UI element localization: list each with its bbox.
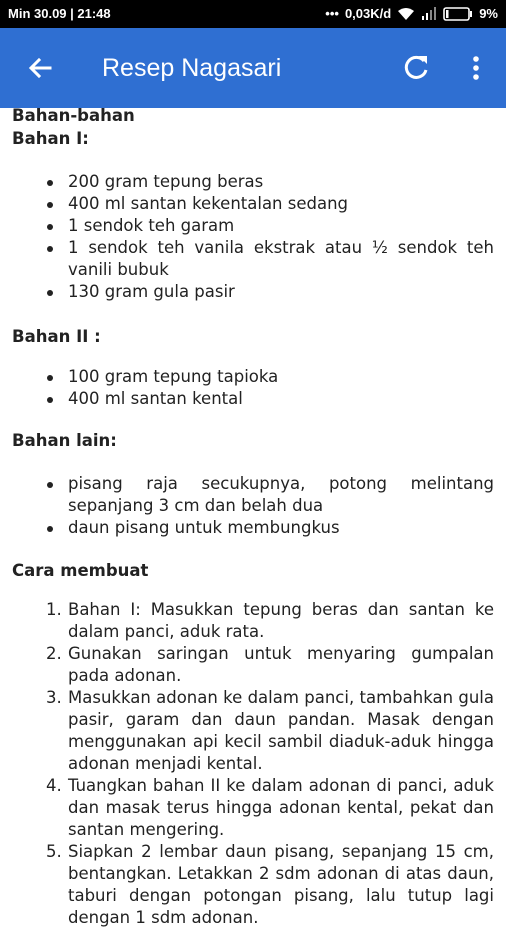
back-arrow-icon[interactable] bbox=[24, 52, 56, 84]
heading-cara-membuat: Cara membuat bbox=[12, 561, 149, 580]
app-bar bbox=[0, 28, 506, 108]
list-item-text: Gunakan saringan untuk menyaring gumpalan pada adonan. bbox=[68, 644, 494, 685]
step-number: 5. bbox=[46, 842, 62, 861]
list-item-text: 130 gram gula pasir bbox=[68, 282, 235, 301]
list-item bbox=[0, 388, 506, 410]
list-bahan-lain bbox=[0, 473, 506, 539]
step-number: 2. bbox=[46, 644, 62, 663]
list-item bbox=[0, 193, 506, 215]
list-item bbox=[0, 215, 506, 237]
list-item bbox=[0, 687, 506, 775]
list-item-text: 1 sendok teh garam bbox=[68, 216, 235, 235]
page-title: Resep Nagasari bbox=[102, 54, 282, 82]
list-item-text: Siapkan 2 lembar daun pisang, sepanjang 15 cm, bentangkan. Letakkan 2 sdm adonan di atas daun, taburi dengan potongan pisang, lalu tutup lagi dengan 1 sdm adonan. bbox=[68, 842, 494, 927]
list-item-text: Masukkan adonan ke dalam panci, tambahkan gula pasir, garam dan daun pandan. Masak dengan menggunakan api kecil sambil diaduk-aduk hingga adonan menjadi kental. bbox=[68, 688, 494, 773]
step-number: 4. bbox=[46, 776, 62, 795]
list-item bbox=[0, 473, 506, 517]
refresh-icon[interactable] bbox=[400, 52, 432, 84]
bullet bbox=[47, 202, 53, 208]
bullet bbox=[47, 526, 53, 532]
bullet bbox=[47, 224, 53, 230]
bullet bbox=[47, 290, 53, 296]
section-title-bahan: Bahan-bahan bbox=[12, 106, 135, 125]
list-item bbox=[0, 366, 506, 388]
list-item-text: Tuangkan bahan II ke dalam adonan di panci, aduk dan masak terus hingga adonan kental, pekat dan santan mengering. bbox=[68, 776, 494, 839]
battery-icon bbox=[443, 7, 473, 21]
list-item bbox=[0, 643, 506, 687]
list-item bbox=[0, 841, 506, 929]
list-item-text: 100 gram tepung tapioka bbox=[68, 367, 279, 386]
list-item-text: 400 ml santan kental bbox=[68, 389, 243, 408]
list-bahan-2 bbox=[0, 366, 506, 410]
wifi-icon bbox=[397, 7, 415, 21]
heading-bahan-lain: Bahan lain: bbox=[12, 431, 117, 450]
heading-bahan-2: Bahan II : bbox=[12, 327, 101, 346]
list-item-text: 1 sendok teh vanila ekstrak atau ½ sendok teh vanili bubuk bbox=[68, 238, 494, 279]
battery-percent: 9% bbox=[479, 6, 498, 21]
list-item-text: 400 ml santan kekentalan sedang bbox=[68, 194, 349, 213]
step-number: 1. bbox=[46, 600, 62, 619]
status-time: Min 30.09 | 21:48 bbox=[8, 6, 111, 21]
status-bar bbox=[0, 0, 506, 28]
bullet bbox=[47, 180, 53, 186]
status-right bbox=[325, 6, 498, 21]
bullet bbox=[47, 375, 53, 381]
list-item bbox=[0, 517, 506, 539]
bullet bbox=[47, 246, 53, 252]
list-item bbox=[0, 237, 506, 281]
step-number: 3. bbox=[46, 688, 62, 707]
heading-bahan-1: Bahan I: bbox=[12, 129, 89, 148]
list-bahan-1 bbox=[0, 171, 506, 303]
more-vert-icon[interactable] bbox=[460, 52, 492, 84]
recipe-content[interactable] bbox=[0, 106, 506, 927]
bullet bbox=[47, 397, 53, 403]
network-speed: 0,03K/d bbox=[344, 6, 392, 21]
list-item bbox=[0, 171, 506, 193]
signal-icon bbox=[421, 7, 437, 21]
list-item bbox=[0, 281, 506, 303]
dots-icon: ••• bbox=[325, 6, 339, 21]
list-item-text: daun pisang untuk membungkus bbox=[68, 518, 340, 537]
list-cara-membuat bbox=[0, 599, 506, 929]
list-item bbox=[0, 775, 506, 841]
list-item-text: Bahan I: Masukkan tepung beras dan santan ke dalam panci, aduk rata. bbox=[68, 600, 494, 641]
list-item bbox=[0, 599, 506, 643]
list-item-text: 200 gram tepung beras bbox=[68, 172, 264, 191]
bullet bbox=[47, 482, 53, 488]
list-item-text: pisang raja secukupnya, potong melintang sepanjang 3 cm dan belah dua bbox=[68, 474, 494, 515]
